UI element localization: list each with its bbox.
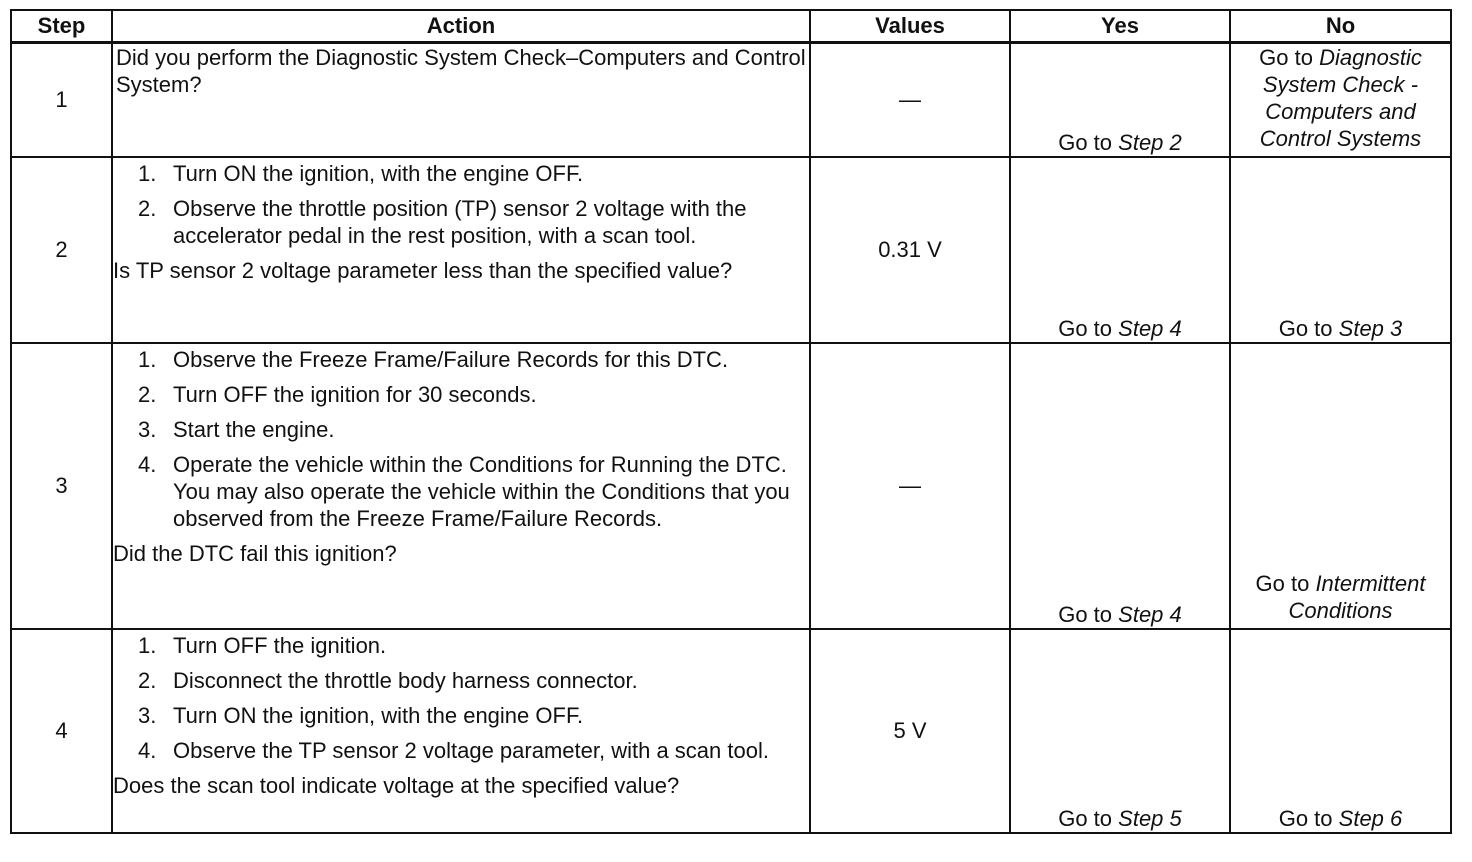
action-cell: [112, 43, 810, 158]
item-number: 2.: [138, 196, 157, 221]
item-number: 1.: [138, 161, 157, 186]
action-list: [113, 632, 809, 764]
item-number: 1.: [138, 347, 157, 372]
table-row: [11, 343, 1451, 629]
list-item: [113, 195, 809, 249]
no-cell: [1230, 157, 1451, 343]
item-text: Turn OFF the ignition for 30 seconds.: [173, 382, 537, 407]
no-cell: [1230, 343, 1451, 629]
list-item: [113, 381, 809, 408]
item-text: Turn ON the ignition, with the engine OFF.: [173, 703, 584, 728]
header-no: No: [1230, 10, 1451, 43]
yes-prefix: Go to: [1058, 806, 1113, 831]
yes-link[interactable]: Step 4: [1118, 316, 1182, 341]
action-intro: Did you perform the Diagnostic System Check–Computers and Control System?: [116, 45, 806, 97]
item-number: 3.: [138, 417, 157, 442]
yes-prefix: Go to: [1058, 602, 1113, 627]
item-number: 2.: [138, 382, 157, 407]
no-link[interactable]: Diagnostic System Check - Computers and Control Systems: [1259, 45, 1422, 151]
item-text: Turn OFF the ignition.: [173, 633, 387, 658]
header-row: [11, 10, 1451, 43]
no-link[interactable]: Intermittent Conditions: [1288, 571, 1426, 623]
action-cell: [112, 629, 810, 833]
action-question: Does the scan tool indicate voltage at the specified value?: [113, 773, 680, 798]
no-prefix: Go to: [1278, 806, 1333, 831]
item-number: 4.: [138, 452, 157, 477]
table-row: [11, 157, 1451, 343]
list-item: [113, 346, 809, 373]
value-cell: 0.31 V: [810, 157, 1010, 343]
step-number: 3: [11, 343, 112, 629]
action-list: [113, 346, 809, 532]
step-number: 2: [11, 157, 112, 343]
yes-cell: [1010, 43, 1230, 158]
yes-link[interactable]: Step 4: [1118, 602, 1182, 627]
step-number: 1: [11, 43, 112, 158]
yes-link[interactable]: Step 2: [1118, 130, 1182, 155]
header-step: Step: [11, 10, 112, 43]
list-item: [113, 702, 809, 729]
item-text: Operate the vehicle within the Conditions for Running the DTC. You may also operate the vehicle within the Conditions that you observed from the Freeze Frame/Failure Records.: [173, 452, 790, 531]
item-number: 4.: [138, 738, 157, 763]
no-cell: [1230, 629, 1451, 833]
item-text: Start the engine.: [173, 417, 335, 442]
no-link[interactable]: Step 3: [1338, 316, 1403, 341]
item-text: Turn ON the ignition, with the engine OFF.: [173, 161, 584, 186]
item-number: 1.: [138, 633, 157, 658]
action-question: Is TP sensor 2 voltage parameter less than the specified value?: [113, 258, 733, 283]
yes-cell: [1010, 629, 1230, 833]
header-action: Action: [112, 10, 810, 43]
no-prefix: Go to: [1278, 316, 1333, 341]
item-number: 2.: [138, 668, 157, 693]
value-cell: —: [810, 43, 1010, 158]
header-values: Values: [810, 10, 1010, 43]
item-text: Disconnect the throttle body harness connector.: [173, 668, 638, 693]
action-question: Did the DTC fail this ignition?: [113, 541, 397, 566]
list-item: [113, 737, 809, 764]
list-item: [113, 632, 809, 659]
no-prefix: Go to: [1255, 571, 1310, 596]
action-cell: [112, 343, 810, 629]
value-cell: —: [810, 343, 1010, 629]
list-item: [113, 160, 809, 187]
list-item: [113, 416, 809, 443]
table-row: [11, 629, 1451, 833]
header-yes: Yes: [1010, 10, 1230, 43]
yes-prefix: Go to: [1058, 316, 1113, 341]
item-text: Observe the TP sensor 2 voltage parameter, with a scan tool.: [173, 738, 769, 763]
table-row: [11, 43, 1451, 158]
yes-cell: [1010, 343, 1230, 629]
no-link[interactable]: Step 6: [1338, 806, 1403, 831]
diagnostic-table: [10, 9, 1452, 834]
item-text: Observe the throttle position (TP) sensor 2 voltage with the accelerator pedal in the rest position, with a scan tool.: [173, 196, 747, 248]
no-prefix: Go to: [1259, 45, 1313, 70]
list-item: [113, 451, 809, 532]
step-number: 4: [11, 629, 112, 833]
yes-prefix: Go to: [1058, 130, 1113, 155]
item-number: 3.: [138, 703, 157, 728]
yes-link[interactable]: Step 5: [1118, 806, 1182, 831]
value-cell: 5 V: [810, 629, 1010, 833]
action-list: [113, 160, 809, 249]
list-item: [113, 667, 809, 694]
action-cell: [112, 157, 810, 343]
item-text: Observe the Freeze Frame/Failure Records for this DTC.: [173, 347, 729, 372]
yes-cell: [1010, 157, 1230, 343]
no-cell: [1230, 43, 1451, 158]
